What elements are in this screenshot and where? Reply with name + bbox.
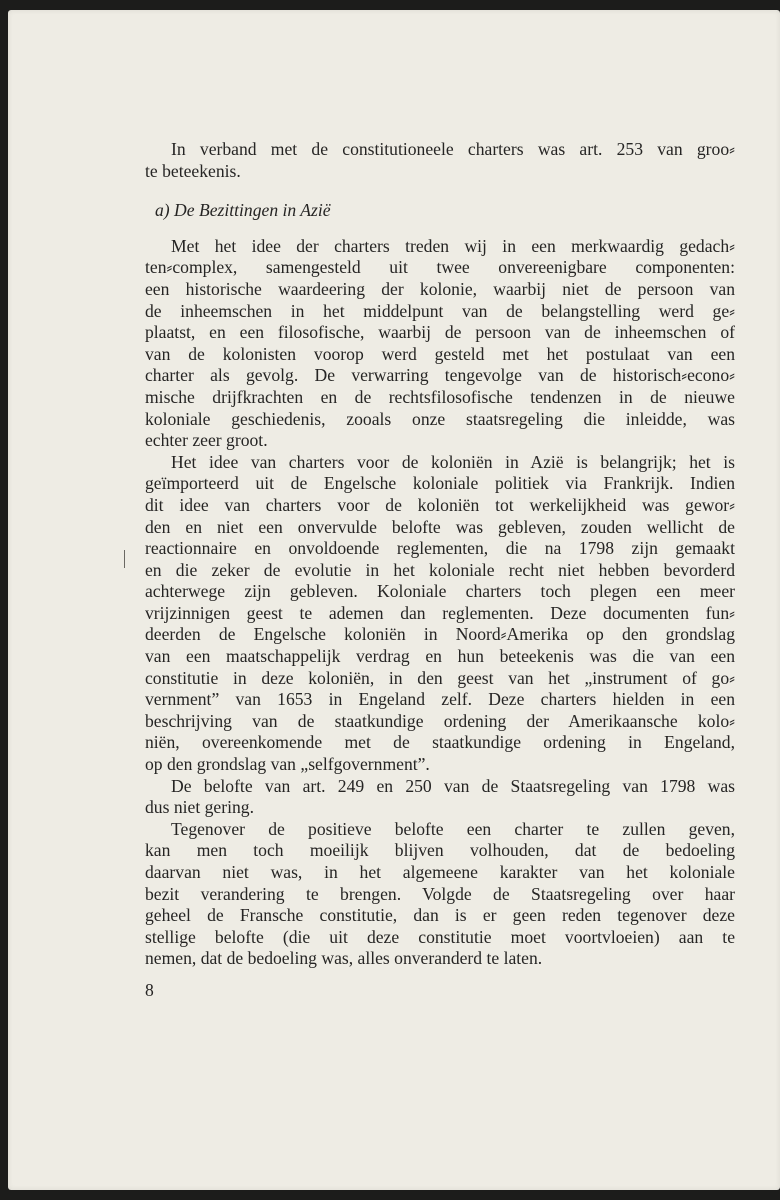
text-line: echter zeer groot.	[145, 430, 268, 451]
book-page	[8, 10, 780, 1190]
text-line: plaatst, en een filosofische, waarbij de persoon van de inheemschen of	[145, 322, 735, 343]
text-line: dit idee van charters voor de koloniën tot werkelijkheid was gewor⸗	[145, 494, 735, 515]
paragraph	[145, 819, 735, 970]
text-line: op den grondslag van „selfgovernment”.	[145, 754, 430, 775]
text-line: deerden de Engelsche koloniën in Noord⸗Amerika op den grondslag	[145, 624, 735, 645]
text-line: vrijzinnigen geest te ademen dan reglementen. Deze documenten fun⸗	[145, 602, 735, 623]
text-line: In verband met de constitutioneele charters was art. 253 van groo⸗	[171, 139, 735, 159]
paragraph	[145, 776, 735, 819]
text-line: Tegenover de positieve belofte een charter te zullen geven,	[171, 818, 735, 839]
text-line: den en niet een onvervulde belofte was gebleven, zouden wellicht de	[145, 516, 735, 537]
text-line: nemen, dat de bedoeling was, alles onveranderd te laten.	[145, 948, 543, 969]
text-line: mische drijfkrachten en de rechtsfilosofische tendenzen in de nieuwe	[145, 386, 735, 407]
text-line: Het idee van charters voor de koloniën in Azië is belangrijk; het is	[171, 451, 735, 472]
text-line: dus niet gering.	[145, 797, 254, 818]
text-block	[145, 139, 735, 1002]
section-heading: a) De Bezittingen in Azië	[155, 200, 331, 221]
page-number: 8	[145, 979, 154, 1000]
text-line: De belofte van art. 249 en 250 van de Staatsregeling van 1798 was	[171, 775, 735, 796]
text-line: constitutie in deze koloniën, in den geest van het „instrument of go⸗	[145, 667, 735, 688]
text-line: daarvan niet was, in het algemeene karakter van het koloniale	[145, 862, 735, 882]
text-line: geheel de Fransche constitutie, dan is er geen reden tegenover deze	[145, 905, 735, 926]
text-line: van een maatschappelijk verdrag en hun beteekenis was die van een	[145, 646, 735, 667]
text-line: een historische waardeering der kolonie, waarbij niet de persoon van	[145, 278, 735, 299]
text-line: geïmporteerd uit de Engelsche koloniale politiek via Frankrijk. Indien	[145, 473, 735, 494]
text-line: van de kolonisten voorop werd gesteld met het postulaat van een	[145, 343, 735, 364]
text-line: ten⸗complex, samengesteld uit twee onvereenigbare componenten:	[145, 257, 735, 278]
text-line: en die zeker de evolutie in het koloniale recht niet hebben bevorderd	[145, 559, 735, 580]
text-line: beschrijving van de staatkundige ordening der Amerikaansche kolo⸗	[145, 710, 735, 731]
intro-paragraph	[145, 139, 735, 182]
text-line: de inheemschen in het middelpunt van de belangstelling werd ge⸗	[145, 300, 735, 321]
text-line: bezit verandering te brengen. Volgde de Staatsregeling over haar	[145, 883, 735, 904]
text-line: reactionnaire en onvoldoende reglementen, die na 1798 zijn gemaakt	[145, 538, 735, 559]
text-line: vernment” van 1653 in Engeland zelf. Deze charters hielden in een	[145, 689, 735, 710]
text-line: niën, overeenkomende met de staatkundige ordening in Engeland,	[145, 732, 735, 753]
margin-mark	[124, 550, 125, 568]
text-line: kan men toch moeilijk blijven volhouden, dat de bedoeling	[145, 840, 735, 861]
text-line: Met het idee der charters treden wij in een merkwaardig gedach⸗	[171, 235, 735, 256]
text-line: te beteekenis.	[145, 160, 241, 181]
text-line: stellige belofte (die uit deze constitutie moet voortvloeien) aan te	[145, 926, 735, 947]
paragraph	[145, 452, 735, 776]
text-line: koloniale geschiedenis, zooals onze staatsregeling die inleidde, was	[145, 408, 735, 429]
text-line: achterwege zijn gebleven. Koloniale charters toch plegen een meer	[145, 581, 735, 602]
paragraph	[145, 236, 735, 452]
text-line: charter als gevolg. De verwarring tengevolge van de historisch⸗econo⸗	[145, 365, 735, 386]
